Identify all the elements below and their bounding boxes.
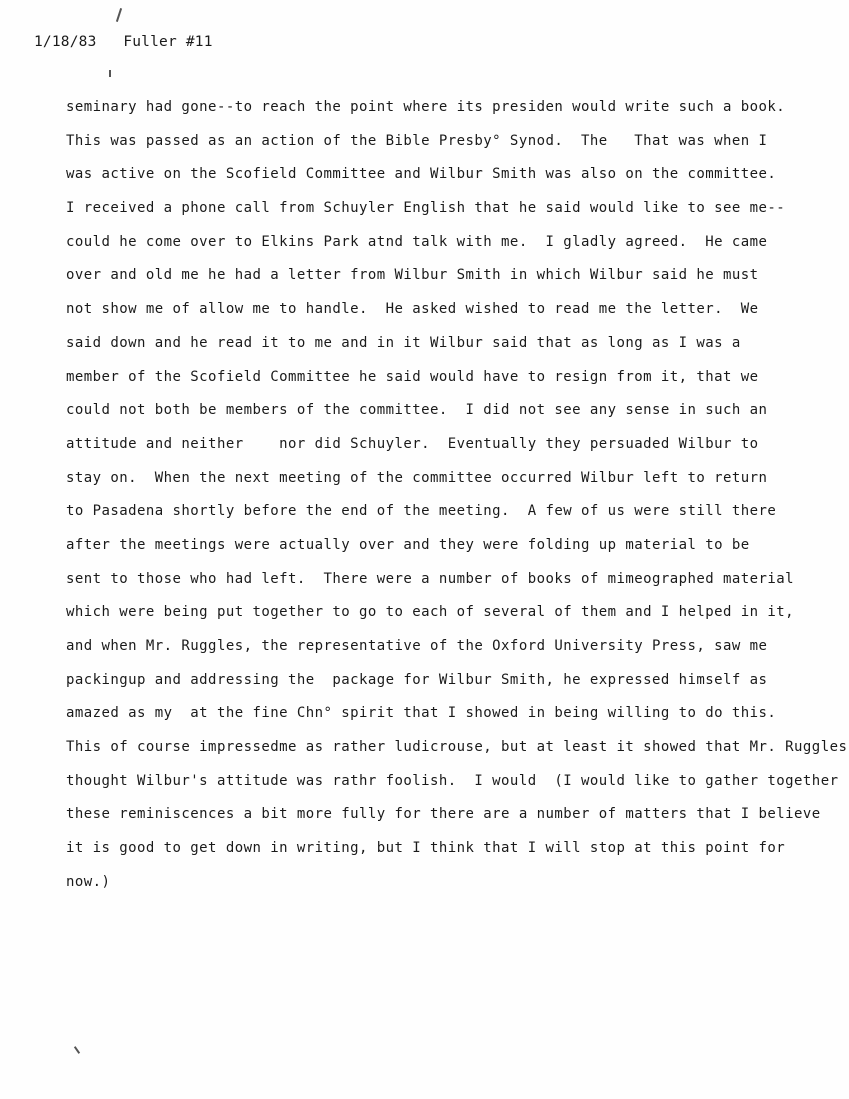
header-date: 1/18/83 <box>34 34 97 50</box>
scan-mark-left <box>109 70 111 77</box>
text-line: I received a phone call from Schuyler English that he said would like to see me-- <box>66 200 786 217</box>
text-line: to Pasadena shortly before the end of the meeting. A few of us were still there <box>66 503 777 520</box>
text-line: attitude and neither nor did Schuyler. Eventually they persuaded Wilbur to <box>66 435 759 452</box>
text-line: was active on the Scofield Committee and Wilbur Smith was also on the committee. <box>66 166 777 183</box>
text-line: over and old me he had a letter from Wilbur Smith in which Wilbur said he must <box>66 267 759 284</box>
typed-text-body <box>66 96 848 905</box>
text-line: amazed as my at the fine Chn° spirit that I showed in being willing to do this. <box>66 705 777 722</box>
scan-mark-top <box>116 8 122 22</box>
text-line: said down and he read it to me and in it Wilbur said that as long as I was a <box>66 334 741 351</box>
text-line: not show me of allow me to handle. He asked wished to read me the letter. We <box>66 301 759 318</box>
text-line: thought Wilbur's attitude was rathr foolish. I would (I would like to gather together <box>66 772 839 789</box>
text-line: could he come over to Elkins Park atnd talk with me. I gladly agreed. He came <box>66 233 768 250</box>
scan-mark-bottom <box>74 1046 80 1054</box>
text-line: which were being put together to go to each of several of them and I helped in it, <box>66 604 795 621</box>
text-line: these reminiscences a bit more fully for there are a number of matters that I believe <box>66 806 821 823</box>
text-line: stay on. When the next meeting of the committee occurred Wilbur left to return <box>66 469 768 486</box>
text-line: This of course impressedme as rather ludicrouse, but at least it showed that Mr. Ruggles <box>66 739 848 756</box>
header-page-number: #11 <box>185 34 213 50</box>
text-line: seminary had gone--to reach the point where its presiden would write such a book. <box>66 99 786 115</box>
text-line: and when Mr. Ruggles, the representative of the Oxford University Press, saw me <box>66 638 768 654</box>
text-line: sent to those who had left. There were a number of books of mimeographed material <box>66 570 795 587</box>
text-line: now.) <box>66 873 111 890</box>
page-header <box>34 34 213 50</box>
text-line: it is good to get down in writing, but I think that I will stop at this point for <box>66 840 786 857</box>
text-line: This was passed as an action of the Bible Presby° Synod. The That was when I <box>66 132 768 149</box>
text-line: could not both be members of the committee. I did not see any sense in such an <box>66 402 768 419</box>
text-line: member of the Scofield Committee he said would have to resign from it, that we <box>66 368 759 385</box>
text-line: packingup and addressing the package for Wilbur Smith, he expressed himself as <box>66 671 768 688</box>
header-title: Fuller <box>123 34 177 50</box>
text-line: after the meetings were actually over and they were folding up material to be <box>66 536 750 553</box>
